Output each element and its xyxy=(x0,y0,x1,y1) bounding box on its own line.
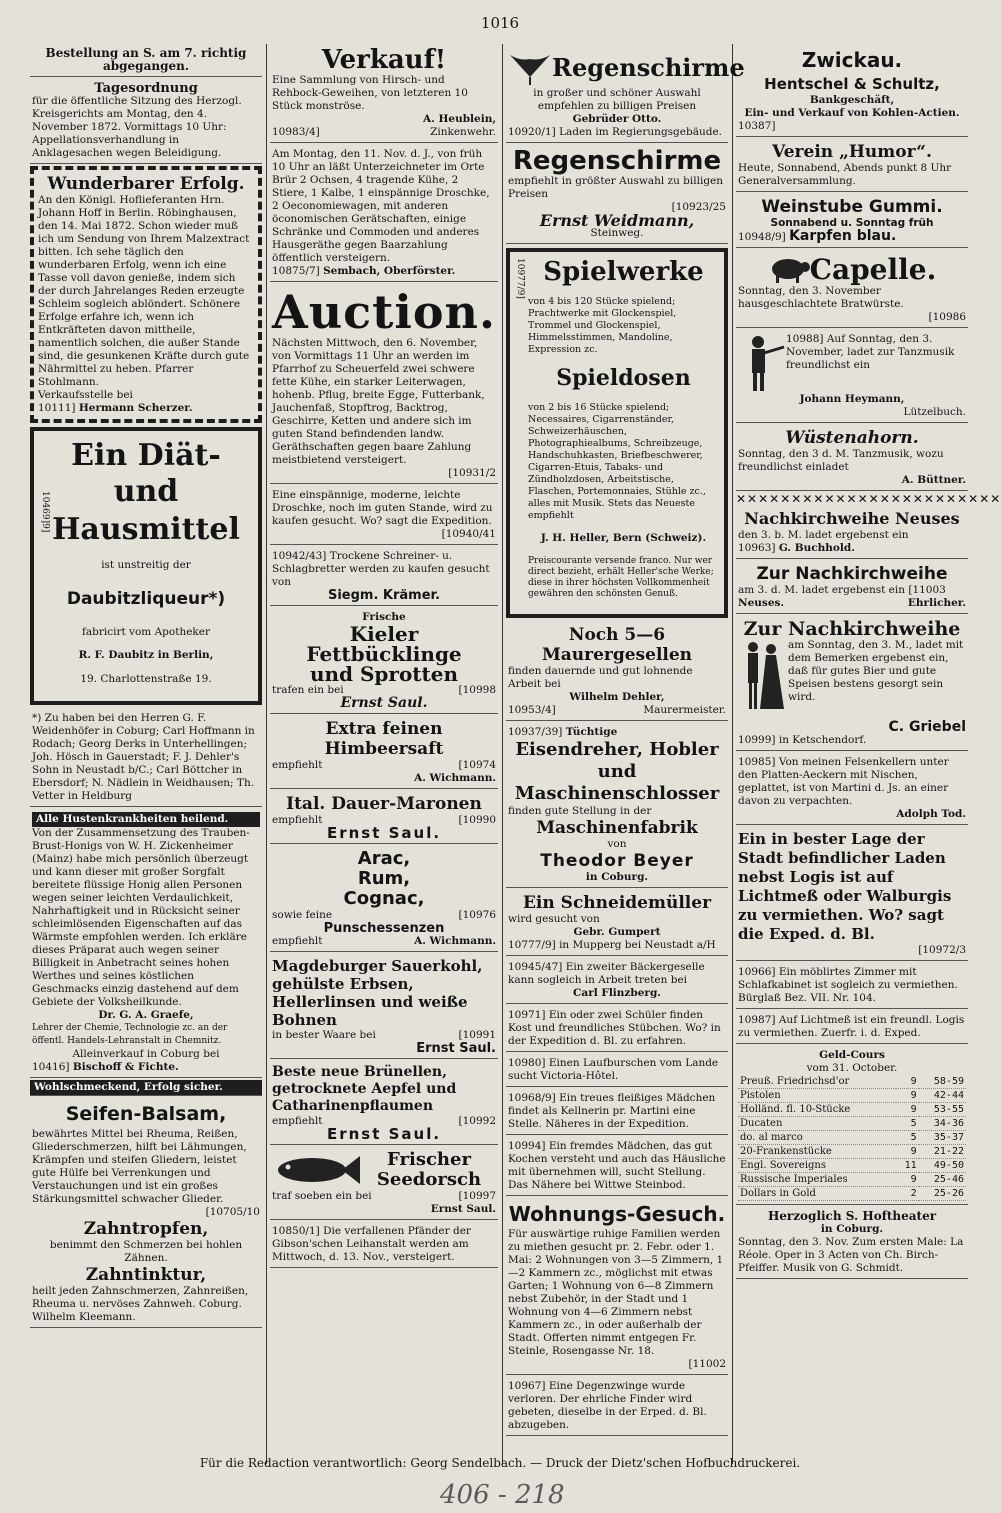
regenschirme2-place: Steinweg. xyxy=(590,227,644,239)
ad-spielwerke xyxy=(506,248,728,618)
wuesten-text: Sonntag, den 3 d. M. Tanzmusik, wozu freundlichst einladet xyxy=(738,448,944,473)
geld-value-2: 21-22 xyxy=(919,1145,966,1159)
muller-place: in Mupperg bei Neustadt a/H xyxy=(559,938,716,951)
zur-text: am 3. d. M. ladet ergebenst ein xyxy=(738,584,905,596)
column-rule xyxy=(502,44,503,1464)
diaet-addr: 19. Charlottenstraße 19. xyxy=(80,672,212,685)
dreher-fab: Maschinenfabrik xyxy=(536,817,698,838)
ad-zimmer xyxy=(736,963,968,1009)
husten-signature: Dr. G. A. Graefe, xyxy=(98,1009,194,1021)
geld-row xyxy=(738,1089,966,1103)
ad-tanzmusik xyxy=(736,330,968,423)
column-3 xyxy=(506,44,745,1459)
regenschirme2-name: Ernst Weidmann, xyxy=(539,211,695,230)
geld-value-2: 58-59 xyxy=(919,1075,966,1089)
zwickau-sub: Bankgeschäft, xyxy=(809,94,895,106)
zwickau-title: Zwickau. xyxy=(801,48,903,72)
kieler-title: Kieler Fettbücklinge xyxy=(306,622,462,666)
arac-emp: empfiehlt xyxy=(272,935,323,947)
tagesordnung-text: für die öffentliche Sitzung des Herzogl. Kreisgerichts am Montag, den 4. November 1872. Vormittags 10 Uhr: Appellationsverhandlung in Anklagesachen wegen Beleidigung. xyxy=(32,95,242,159)
seedorsch-name: Ernst Saul. xyxy=(430,1203,496,1215)
himbeer-code: [10974 xyxy=(458,759,496,771)
kieler-title2: und Sprotten xyxy=(309,662,459,686)
zur2-place: in Ketschendorf. xyxy=(778,734,867,746)
seedorsch-code: [10997 xyxy=(458,1190,496,1202)
husten-sale: Alleinverkauf in Coburg bei xyxy=(72,1048,220,1060)
zimmer-code: 10966] xyxy=(738,966,776,978)
arac-sowie: sowie feine xyxy=(272,909,333,921)
tanz-text: Auf Sonntag, den 3. November, ladet zur Tanzmusik freundlichst ein xyxy=(786,333,955,371)
spiel-title: Spielwerke xyxy=(543,257,704,287)
auction-code: [10931/2 xyxy=(448,467,496,479)
husten-code: 10416] xyxy=(32,1061,70,1073)
gummi-text: Sonnabend u. Sonntag früh xyxy=(770,217,934,229)
husten-text: Von der Zusammensetzung des Trauben-Brust-Honigs von W. H. Zickenheimer (Mainz) habe mich persönlich überzeugt und kann dieser mit großer Sorgfalt bereitete flüssige Honig allen Personen wegen seiner leichten Verdaulichkeit, Nahrhaftigkeit und in Rücksicht seiner schleimlösenden Eigenschaften auf das Wärmste empfohlen werden. Ich erkläre dieses Präparat auch wegen seiner Billigkeit in Anbetracht seines hohen Werthes und seines köstlichen Geschmacks einzig dastehend auf dem Gebiete der Volksheilkunde. xyxy=(32,827,250,1008)
wuesten-title: Wüstenahorn. xyxy=(785,428,919,448)
notice-tagesordnung xyxy=(30,79,262,164)
kieler-pre: Frische xyxy=(362,611,406,623)
ad-maedchen xyxy=(506,1089,728,1135)
ad-regenschirme-weidmann xyxy=(506,145,728,244)
husten-head: Alle Hustenkrankheiten heilend. xyxy=(32,812,260,827)
diaet-title2: Hausmittel xyxy=(52,512,240,547)
wohnung-text: Für auswärtige ruhige Familien werden zu miethen gesucht pr. 2. Febr. oder 1. Mai: 2 Wohnungen von 3—5 Zimmern, 1—2 Kammern zc., möglichst mit etwas Garten; 1 Wohnung von 6—8 Zimmern nebst Zubehör, in der Stadt und 1 Wohnung von 4—6 Zimmern nebst Kammern zc., in oder außerhalb der Stadt. Offerten nimmt entgegen Fr. Steinle, Rosengasse Nr. 18. xyxy=(508,1227,724,1357)
himbeer-text: empfiehlt xyxy=(272,759,323,771)
magd-name: Ernst Saul. xyxy=(416,1041,496,1056)
geld-value-1: 9 xyxy=(896,1145,918,1159)
ad-wuestenahorn xyxy=(736,425,968,491)
wunder-text: An den Königl. Hoflieferanten Hrn. Johann Hoff in Berlin. Röbinghausen, den 14. Mai 1872. Schon wieder muß ich um Sendung von Ihrem Malzextract bitten. Ich sehe täglich den wunderbaren Erfolg, wenn ich eine Tasse voll davon genieße, indem sich der durch Jahrelanges Reden erzeugte Schleim sogleich ablöndert. Schönere Erfolge erfahre ich, wenn ich Entkräfteten davon mittheile, namentlich solchen, die außer Stande sind, die gesunkenen Kräfte durch gute Nährmittel zu heben. Pfarrer Stohlmann. xyxy=(38,194,250,388)
maronen-text: empfiehlt xyxy=(272,814,323,826)
himbeer-title: Extra feinen Himbeersaft xyxy=(324,719,444,759)
geld-title: Geld-Cours xyxy=(819,1049,885,1061)
baecker-code: 10945/47] xyxy=(508,960,563,973)
spiel-code: 10977/9] xyxy=(515,258,525,299)
geld-name: Preuß. Friedrichsd'or xyxy=(738,1075,896,1089)
tanz-code: 10988] xyxy=(786,333,824,345)
geld-row xyxy=(738,1075,966,1089)
ad-wohnungs-gesuch xyxy=(506,1198,728,1375)
ad-verkauf xyxy=(270,44,498,143)
verkauf-place: Zinkenwehr. xyxy=(430,126,496,138)
ad-diaet-hausmittel xyxy=(30,427,262,705)
zahn-title: Zahntropfen, xyxy=(83,1219,209,1239)
geld-value-1: 9 xyxy=(896,1089,918,1103)
capelle-code: [10986 xyxy=(928,311,966,323)
footer-imprint: Für die Redaction verantwortlich: Georg Sendelbach. — Druck der Dietz'schen Hofbuchdruckerei. xyxy=(199,1456,801,1470)
geld-value-2: 25-46 xyxy=(919,1173,966,1187)
maedchen2-code: 10994] xyxy=(508,1139,546,1152)
maronen-name: Ernst Saul. xyxy=(326,824,442,842)
wunder-name: Hermann Scherzer. xyxy=(78,402,193,414)
geld-row xyxy=(738,1103,966,1117)
geld-value-1: 9 xyxy=(896,1173,918,1187)
ad-himbeersaft xyxy=(270,716,498,789)
ad-nachkirchweihe-neuses xyxy=(736,506,968,559)
ornament-divider: ✕✕✕✕✕✕✕✕✕✕✕✕✕✕✕✕✕✕✕✕✕✕✕✕ xyxy=(736,492,1001,506)
page-number: 1016 xyxy=(480,14,520,32)
maedchen2-text: Ein fremdes Mädchen, das gut Kochen versteht und auch das Häusliche mit übernehmen will, sucht Stellung. Das Nähere bei Wittwe Steinbod. xyxy=(508,1139,726,1191)
seifen-title: Seifen-Balsam, xyxy=(65,1103,227,1125)
montag-name: Sembach, Oberförster. xyxy=(323,265,456,277)
lauf-code: 10980] xyxy=(508,1056,546,1069)
kieler-text: trafen ein bei xyxy=(272,684,344,696)
zahn-text: heilt jeden Zahnschmerzen, Zahnreißen, Rheuma u. nervöses Zahnweh. Coburg. Wilhelm Kleemann. xyxy=(32,1285,249,1323)
ad-bruenellen xyxy=(270,1061,498,1145)
zur2-text: am Sonntag, den 3. M., ladet mit dem Bemerken ergebenst ein, daß für gutes Bier und gute Speisen bestens gesorgt sein wird. xyxy=(788,639,964,703)
arac-punsch: Punschessenzen xyxy=(323,921,445,936)
geld-name: Dollars in Gold xyxy=(738,1187,896,1201)
ad-capelle xyxy=(736,250,968,328)
geld-name: Pistolen xyxy=(738,1089,896,1103)
diaet-title1: Ein Diät- und xyxy=(71,438,221,509)
zur-code: [11003 xyxy=(908,584,946,596)
notice-bestellung: Bestellung an S. am 7. richtig abgegangen. xyxy=(30,44,262,77)
geld-row xyxy=(738,1173,966,1187)
theater-title: Herzoglich S. Hoftheater xyxy=(767,1209,937,1223)
column-2 xyxy=(270,44,498,1459)
auction-text: Nächsten Mittwoch, den 6. November, von Vormittags 11 Uhr an werden im Pfarrhof zu Scheuerfeld zwei schwere fette Kühe, ein starker Leiterwagen, hohenb. Pflug, breite Egge, Futterbank, Jauchenfaß, Stopftrog, Backtrog, Geschirre, Ketten und andere sich im guten Stand befindenden landw. Geräthschaften gegen baare Zahlung meistbietend versteigert. xyxy=(272,337,485,466)
spiel-note: Preiscourante versende franco. Nur wer direct bezieht, erhält Heller'sche Werke; diese in ihrer höchsten Vollkommenheit gewähren den schönsten Genuß. xyxy=(528,555,714,599)
ad-eisendreher xyxy=(506,723,728,888)
magd-text: in bester Waare bei xyxy=(272,1029,376,1041)
husten-signature-role: Lehrer der Chemie, Technologie zc. an der öffentl. Handels-Lehranstalt in Chemnitz. xyxy=(32,1023,228,1046)
maronen-code: [10990 xyxy=(458,814,496,826)
schueler-text: Ein oder zwei Schüler finden Kost und freundliches Stübchen. Wo? in der Expedition d. Bl. zu erfahren. xyxy=(508,1008,721,1047)
diaet-product: Daubitzliqueur*) xyxy=(66,588,226,609)
column-rule xyxy=(732,44,733,1464)
bruenellen-text: empfiehlt xyxy=(272,1115,323,1127)
laden-code: [10972/3 xyxy=(918,944,966,956)
neues-name: G. Buchhold. xyxy=(778,542,855,554)
maurer-text: finden dauernde und gut lohnende Arbeit bei xyxy=(508,664,693,690)
zahn-title2: Zahntinktur, xyxy=(85,1265,207,1285)
maedchen-text: Ein treues fleißiges Mädchen findet als Kellnerin pr. Martini eine Stelle. Näheres in der Expedition. xyxy=(508,1091,716,1130)
schreiner-name: Siegm. Krämer. xyxy=(327,588,441,603)
bruenellen-title: Beste neue Brünellen, getrocknete Aepfel und Catharinenpflaumen xyxy=(272,1064,457,1114)
maedchen-code: 10968/9] xyxy=(508,1091,556,1104)
regenschirme1-text: in großer und schöner Auswahl empfehlen zu billigen Preisen xyxy=(533,87,701,112)
geld-name: do. al marco xyxy=(738,1131,896,1145)
kieler-code: [10998 xyxy=(458,684,496,696)
geld-value-1: 11 xyxy=(896,1159,918,1173)
capelle-title: Capelle. xyxy=(809,252,937,286)
muller-code: 10777/9] xyxy=(508,938,556,951)
column-1 xyxy=(30,44,262,1459)
gummi-title: Weinstube Gummi. xyxy=(761,197,943,217)
tanz-name: Johann Heymann, xyxy=(799,393,905,405)
regenschirme2-text: empfiehlt in größter Auswahl zu billigen Preisen xyxy=(508,175,724,200)
zwickau-text: Ein- und Verkauf von Kohlen-Actien. xyxy=(744,107,960,119)
ad-zur-nachkirchweihe-2 xyxy=(736,616,968,751)
verkauf-text: Eine Sammlung von Hirsch- und Rehbock-Geweihen, von letzteren 10 Stück monströse. xyxy=(272,74,468,112)
zimmer-text: Ein möblirtes Zimmer mit Schlafkabinet ist sogleich zu vermiethen. Bürglaß Bez. VII. Nr. 104. xyxy=(738,966,958,1004)
husten-name: Bischoff & Fichte. xyxy=(72,1061,179,1073)
geld-value-1: 9 xyxy=(896,1103,918,1117)
ad-seedorsch xyxy=(270,1147,498,1220)
diaet-name: R. F. Daubitz in Berlin, xyxy=(78,649,214,661)
geld-row xyxy=(738,1159,966,1173)
column-rule xyxy=(266,44,267,1464)
zur2-code: 10999] xyxy=(738,734,776,746)
geld-cours xyxy=(736,1046,968,1205)
maurer-name: Wilhelm Dehler, xyxy=(569,690,665,703)
arac-3: Cognac, xyxy=(343,888,425,909)
seifen-code: [10705/10 xyxy=(205,1206,260,1218)
seedorsch-text: traf soeben ein bei xyxy=(272,1190,372,1202)
pfaender-text: Die verfallenen Pfänder der Gibson'schen Leihanstalt werden am Mittwoch, d. 13. Nov., versteigert. xyxy=(272,1225,471,1263)
geld-name: Engl. Sovereigns xyxy=(738,1159,896,1173)
tanz-place: Lützelbuch. xyxy=(903,406,966,418)
regenschirme1-place: Laden im Regierungsgebäude. xyxy=(559,126,723,138)
neues-code: 10963] xyxy=(738,542,776,554)
laden-title: Ein in bester Lage der Stadt befindlicher Laden nebst Logis ist auf Lichtmeß oder Walburgis zu vermiethen. Wo? sagt die Exped. d. Bl. xyxy=(738,830,952,943)
logis-code: 10987] xyxy=(738,1014,776,1026)
montag-text: Am Montag, den 11. Nov. d. J., von früh 10 Uhr an läßt Unterzeichneter im Orte Brür 2 Ochsen, 4 tragende Kühe, 2 Stiere, 1 Kalbe, 1 einspännige Droschke, 2 Oeconomiewagen, mit anderen öconomischen Gerätschaften, einige Schränke und Commoden und anderes Hausgeräthe gegen Baarzahlung öffentlich versteigern. xyxy=(272,148,490,264)
ad-laufbursche xyxy=(506,1054,728,1087)
lauf-text: Einen Laufburschen vom Lande sucht Victoria-Hôtel. xyxy=(508,1056,719,1082)
schueler-code: 10971] xyxy=(508,1008,546,1021)
logis-text: Auf Lichtmeß ist ein freundl. Logis zu vermiethen. Zuerfr. i. d. Exped. xyxy=(738,1014,965,1039)
geld-table xyxy=(738,1075,966,1201)
degen-code: 10967] xyxy=(508,1379,546,1392)
arac-code: [10976 xyxy=(458,909,496,921)
geld-value-1: 5 xyxy=(896,1117,918,1131)
diaet-sub: ist unstreitig der xyxy=(101,558,191,571)
ad-weinstube-gummi xyxy=(736,194,968,248)
arac-2: Rum, xyxy=(357,868,411,889)
geld-date: vom 31. October. xyxy=(806,1062,898,1074)
ad-zwickau xyxy=(736,44,968,137)
schreiner-text: Trockene Schreiner- u. Schlagbretter werden zu kaufen gesucht von xyxy=(272,550,490,588)
spieldosen-title: Spieldosen xyxy=(556,365,691,391)
zwickau-code: 10387] xyxy=(738,120,776,132)
seifen-text: bewährtes Mittel bei Rheuma, Reißen, Gliederschmerzen, hilft bei Lähmungen, Krämpfen und steifen Gliedern, leistet gute Hülfe bei Verrenkungen und Verstauchungen und ist ein großes Stärkungsmittel schwacher Glieder. xyxy=(32,1128,247,1205)
ad-felsenkeller xyxy=(736,753,968,825)
zur2-title: Zur Nachkirchweihe xyxy=(743,618,961,640)
ad-maedchen2 xyxy=(506,1137,728,1196)
geld-value-2: 34-36 xyxy=(919,1117,966,1131)
baecker-name: Carl Flinzberg. xyxy=(573,986,661,999)
verkauf-name: A. Heublein, xyxy=(423,113,496,125)
geld-name: Ducaten xyxy=(738,1117,896,1131)
felsen-name: Adolph Tod. xyxy=(896,808,966,820)
fish-icon xyxy=(272,1150,362,1190)
ad-degenzwinge xyxy=(506,1377,728,1436)
neues-title: Nachkirchweihe Neuses xyxy=(744,509,960,528)
felsen-code: 10985] xyxy=(738,756,776,768)
ad-maurer xyxy=(506,622,728,721)
geld-row xyxy=(738,1117,966,1131)
ad-schneidemueller xyxy=(506,890,728,956)
capelle-text: Sonntag, den 3. November hausgeschlachtete Bratwürste. xyxy=(738,285,904,310)
kieler-name: Ernst Saul. xyxy=(340,695,428,711)
magd-title: Magdeburger Sauerkohl, gehülste Erbsen, Hellerlinsen und weiße Bohnen xyxy=(272,957,483,1029)
dancing-couple-icon xyxy=(738,639,788,721)
wunder-title: Wunderbarer Erfolg. xyxy=(47,174,245,194)
zur-place: Neuses. xyxy=(738,597,785,609)
baecker-text: Ein zweiter Bäckergeselle kann sogleich in Arbeit treten bei xyxy=(508,960,705,986)
geld-value-2: 49-50 xyxy=(919,1159,966,1173)
ad-hoftheater xyxy=(736,1207,968,1279)
ad-baecker xyxy=(506,958,728,1004)
ad-schueler xyxy=(506,1006,728,1052)
wohnung-code: [11002 xyxy=(688,1357,726,1370)
auction-title: Auction. xyxy=(272,285,497,339)
zwickau-firm: Hentschel & Schultz, xyxy=(764,75,940,93)
theater-text: Sonntag, den 3. Nov. Zum ersten Male: La Réole. Oper in 3 Acten von Ch. Birch-Pfeiffer. Musik von G. Schmidt. xyxy=(738,1236,964,1274)
humor-title: Verein „Humor“. xyxy=(772,142,932,162)
degen-text: Eine Degenzwinge wurde verloren. Der ehrliche Finder wird gebeten, dieselbe in der Erped. d. Bl. abzugeben. xyxy=(508,1379,707,1431)
regenschirme1-code: 10920/1] xyxy=(508,126,556,138)
muller-text: wird gesucht von xyxy=(508,912,600,925)
muller-name: Gebr. Gumpert xyxy=(573,925,661,938)
pig-icon xyxy=(768,253,810,285)
geld-name: Russische Imperiales xyxy=(738,1173,896,1187)
ad-montag-versteigerung xyxy=(270,145,498,282)
geld-value-1: 2 xyxy=(896,1187,918,1201)
column-4 xyxy=(736,44,1001,1459)
regenschirme1-title: Regenschirme xyxy=(552,52,745,82)
muller-title: Ein Schneidemüller xyxy=(522,892,712,913)
verkauf-code: 10983/4] xyxy=(272,126,320,138)
theater-sub: in Coburg. xyxy=(820,1223,884,1235)
ad-verein-humor xyxy=(736,139,968,192)
wunder-sale: Verkaufsstelle bei xyxy=(38,389,133,401)
spiel-text: von 4 bis 120 Stücke spielend; Prachtwerke mit Glockenspiel, Trommel und Glockenspiel, Himmelsstimmen, Mandoline, Expression zc. xyxy=(528,295,677,355)
montag-code: 10875/7] xyxy=(272,265,320,277)
arac-name: A. Wichmann. xyxy=(414,935,496,947)
diaet-code: 10469]9] xyxy=(40,491,50,533)
umbrella-icon xyxy=(508,47,552,87)
pfaender-code: 10850/1] xyxy=(272,1225,320,1237)
regenschirme1-name: Gebrüder Otto. xyxy=(572,113,662,125)
geld-value-2: 42-44 xyxy=(919,1089,966,1103)
dreher-text: finden gute Stellung in der xyxy=(508,804,652,817)
himbeer-name: A. Wichmann. xyxy=(414,772,496,784)
bruenellen-name: Ernst Saul. xyxy=(326,1125,442,1143)
ad-maronen xyxy=(270,791,498,844)
geld-value-1: 5 xyxy=(896,1131,918,1145)
geld-name: Holländ. fl. 10-Stücke xyxy=(738,1103,896,1117)
dreher-von: von xyxy=(607,837,627,850)
ad-magdeburger xyxy=(270,954,498,1059)
ad-wunderbarer-erfolg xyxy=(30,166,262,423)
maronen-title: Ital. Dauer-Maronen xyxy=(286,794,482,814)
wohlschmeckend-banner: Wohlschmeckend, Erfolg sicher. xyxy=(30,1080,262,1096)
ad-regenschirme-otto xyxy=(506,44,745,143)
zahn-sub: benimmt den Schmerzen bei hohlen Zähnen. xyxy=(49,1239,243,1264)
musician-icon xyxy=(738,333,786,393)
seedorsch-title: Frischer Seedorsch xyxy=(376,1149,482,1190)
ad-pfaender xyxy=(270,1222,498,1268)
ad-logis xyxy=(736,1011,968,1044)
dreher-name: Theodor Beyer xyxy=(540,850,694,871)
ad-droschke xyxy=(270,486,498,545)
wunder-code: 10111] xyxy=(38,402,76,414)
geld-value-2: 53-55 xyxy=(919,1103,966,1117)
zur-name: Ehrlicher. xyxy=(907,597,966,609)
schreiner-code: 10942/43] xyxy=(272,550,327,562)
zur-title: Zur Nachkirchweihe xyxy=(756,564,948,584)
neues-text: den 3. b. M. ladet ergebenst ein xyxy=(738,529,909,541)
zur2-name: C. Griebel xyxy=(888,719,966,735)
wuesten-name: A. Büttner. xyxy=(901,474,966,486)
regenschirme2-title: Regenschirme xyxy=(512,146,722,176)
wohnung-title: Wohnungs-Gesuch. xyxy=(508,1201,726,1226)
geld-row xyxy=(738,1131,966,1145)
ad-laden xyxy=(736,827,968,961)
geld-value-2: 35-37 xyxy=(919,1131,966,1145)
dreher-title: Eisendreher, Hobler und Maschinenschlosser xyxy=(514,738,720,804)
spiel-name: J. H. Heller, Bern (Schweiz). xyxy=(540,532,707,544)
dreher-pre: Tüchtige xyxy=(565,725,618,738)
droschke-code: [10940/41 xyxy=(441,528,496,540)
ad-seifen-balsam xyxy=(30,1098,262,1328)
humor-text: Heute, Sonnabend, Abends punkt 8 Uhr Generalversammlung. xyxy=(738,162,952,187)
maurer-role: Maurermeister. xyxy=(643,703,726,716)
geld-row xyxy=(738,1187,966,1201)
diaet-note: *) Zu haben bei den Herren G. F. Weidenhöfer in Coburg; Carl Hoffmann in Rodach; Georg Derks in Unterhellingen; Joh. Hösch in Gauerstadt; F. J. Dehler's Sohn in Neustadt b/C.; Carl Böttcher in Ebersdorf; N. Nädlein in Weidhausen; Th. Vetter in Heldburg xyxy=(30,709,262,807)
maurer-title: Noch 5—6 Maurergesellen xyxy=(541,624,693,665)
tagesordnung-title: Tagesordnung xyxy=(94,81,198,96)
geld-name: 20-Frankenstücke xyxy=(738,1145,896,1159)
verkauf-title: Verkauf! xyxy=(321,45,447,75)
bruenellen-code: [10992 xyxy=(458,1115,496,1127)
ad-zur-nachkirchweihe xyxy=(736,561,968,614)
felsen-text: Von meinen Felsenkellern unter den Platten-Aeckern mit Nischen, geplattet, ist von Martini d. Js. an einer davon zu verpachten. xyxy=(738,756,949,807)
diaet-fab: fabricirt vom Apotheker xyxy=(81,625,211,638)
ad-auction xyxy=(270,284,498,484)
ad-husten xyxy=(30,809,262,1078)
ad-kieler xyxy=(270,608,498,714)
gummi-code: 10948/9] xyxy=(738,231,786,243)
maurer-code: 10953/4] xyxy=(508,703,556,716)
geld-value-2: 25-26 xyxy=(919,1187,966,1201)
droschke-text: Eine einspännige, moderne, leichte Droschke, noch im guten Stande, wird zu kaufen gesucht. Wo? sagt die Expedition. xyxy=(272,489,493,527)
dreher-place: in Coburg. xyxy=(585,870,649,883)
arac-1: Arac, xyxy=(357,848,411,869)
regenschirme2-code: [10923/25 xyxy=(671,201,726,213)
geld-row xyxy=(738,1145,966,1159)
magd-code: [10991 xyxy=(458,1029,496,1041)
ad-arac xyxy=(270,846,498,952)
dreher-code: 10937/39] xyxy=(508,725,563,738)
spieldosen-text: von 2 bis 16 Stücke spielend; Necessaires, Cigarrenständer, Schweizerhäuschen, Photographiealbums, Schreibzeuge, Handschuhkasten, Briefbeschwerer, Cigarren-Etuis, Tabaks- und Zündholzdosen, Arbeitstische, Flaschen, Portemonnaies, Stühle zc., alles mit Musik. Stets das Neueste empfiehlt xyxy=(528,401,706,521)
geld-value-1: 9 xyxy=(896,1075,918,1089)
gummi-dish: Karpfen blau. xyxy=(789,228,897,244)
ad-schreiner xyxy=(270,547,498,606)
handwritten-annotation: 406 - 218 xyxy=(440,1480,565,1510)
